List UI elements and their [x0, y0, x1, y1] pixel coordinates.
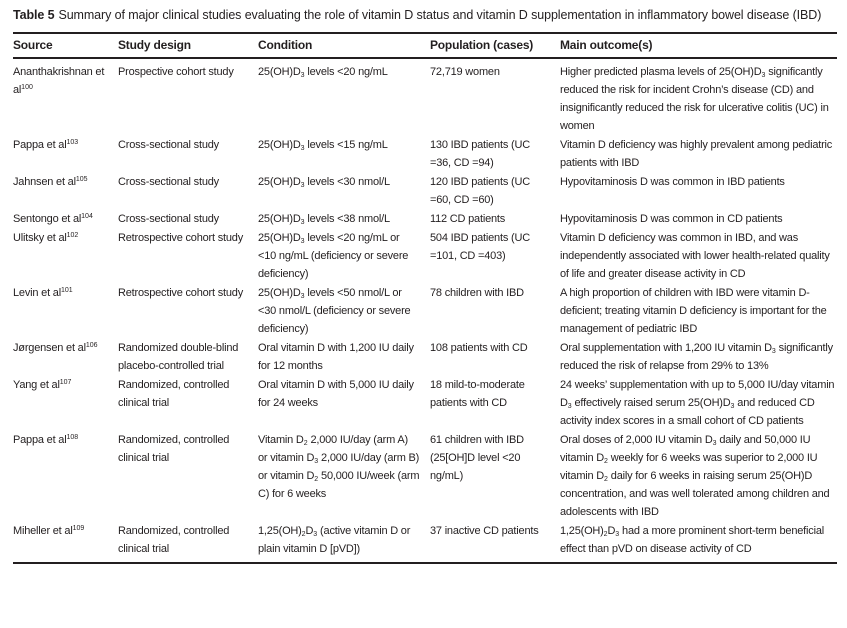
table-header	[13, 33, 837, 58]
chemical-subscript: 3	[712, 440, 717, 447]
cell-population: 72,719 women	[430, 66, 500, 78]
cell-outcome: Oral doses of 2,000 IU vitamin $D_3$ daily and 50,000 IU vitamin $D_2$ weekly for 6 weeks was superior to 2,000 IU vitamin $D_2$ daily for 6 weeks in raising serum 25(OH)D concentration, and was well tolerated among children and adolescents with IBD	[560, 434, 830, 518]
table-row	[13, 136, 837, 173]
chemical-subscript: 2	[603, 531, 608, 538]
cell-condition: $25(OH)D_3$ levels <15 ng/mL	[258, 139, 388, 152]
chemical-subscript: 3	[300, 293, 305, 300]
cell-condition: Oral vitamin D with 5,000 IU daily for 24 weeks	[258, 379, 414, 409]
reference-superscript: 105	[75, 176, 88, 183]
cell-source: Ananthakrishnan et $al^{100}$	[13, 66, 105, 96]
cell-outcome: Higher predicted plasma levels of $25(OH)D_3$ significantly reduced the risk for incident Crohn’s disease (CD) and insignificantly reduced the risk for ulcerative colitis (UC) in women	[560, 66, 829, 132]
cell-source: Yang et $al^{107}$	[13, 379, 72, 391]
reference-superscript: 100	[21, 84, 33, 91]
cell-population: 61 children with IBD (25[OH]D level <20 ng/mL)	[430, 434, 524, 482]
column-header-population: Population (cases)	[430, 33, 560, 58]
cell-design: Cross-sectional study	[118, 139, 219, 151]
cell-condition: Oral vitamin D with 1,200 IU daily for 12 months	[258, 342, 414, 372]
table-row	[13, 173, 837, 210]
cell-outcome: Hypovitaminosis D was common in IBD patients	[560, 176, 785, 188]
cell-source: Ulitsky et $al^{102}$	[13, 232, 79, 244]
chemical-subscript: 3	[300, 145, 305, 152]
chemical-subscript: 3	[761, 72, 766, 79]
chemical-subscript: 3	[300, 219, 305, 226]
cell-population: 504 IBD patients (UC =101, CD =403)	[430, 232, 530, 262]
cell-design: Randomized double-blind placebo-controlled trial	[118, 342, 239, 372]
reference-superscript: 102	[66, 232, 79, 239]
cell-design: Cross-sectional study	[118, 213, 219, 225]
cell-outcome: Oral supplementation with 1,200 IU vitamin $D_3$ significantly reduced the risk of relapse from 29% to 13%	[560, 342, 833, 372]
cell-condition: $25(OH)D_3$ levels <20 ng/mL	[258, 66, 388, 79]
cell-outcome: $1,25(OH)_2D_3$ had a more prominent short-term beneficial effect than pVD on disease activity of CD	[560, 522, 837, 563]
table-row	[13, 229, 837, 284]
reference-superscript: 109	[72, 525, 85, 532]
table-row	[13, 210, 837, 229]
chemical-subscript: 2	[314, 476, 319, 483]
table-row	[13, 376, 837, 431]
cell-condition: $25(OH)D_3$ levels <50 nmol/L or <30 nmol/L (deficiency or severe deficiency)	[258, 287, 411, 335]
cell-design: Retrospective cohort study	[118, 287, 244, 299]
header-row	[13, 33, 837, 58]
cell-source: Miheller et $al^{109}$	[13, 522, 118, 563]
table-body	[13, 58, 837, 563]
chemical-subscript: 3	[771, 348, 776, 355]
cell-population: 112 CD patients	[430, 213, 506, 225]
clinical-studies-table	[13, 32, 837, 564]
chemical-subscript: 3	[615, 531, 620, 538]
cell-population: 78 children with IBD	[430, 287, 524, 299]
cell-outcome: A high proportion of children with IBD were vitamin D-deficient; treating vitamin D deficiency is important for the management of pediatric IBD	[560, 287, 827, 335]
cell-population: 120 IBD patients (UC =60, CD =60)	[430, 176, 530, 206]
table-caption	[13, 7, 837, 24]
table-row	[13, 431, 837, 522]
chemical-subscript: 2	[303, 440, 308, 447]
reference-superscript: 108	[66, 434, 79, 441]
chemical-subscript: 3	[730, 403, 735, 410]
cell-source: Pappa et $al^{103}$	[13, 139, 79, 151]
column-header-outcome: Main outcome(s)	[560, 33, 837, 58]
cell-source: Pappa et $al^{108}$	[13, 434, 79, 446]
chemical-subscript: 3	[300, 238, 305, 245]
cell-design: Cross-sectional study	[118, 176, 219, 188]
chemical-subscript: 2	[301, 531, 306, 538]
table-number: Table 5	[13, 8, 55, 22]
cell-design: Prospective cohort study	[118, 66, 234, 78]
cell-condition: $1,25(OH)_2D_3$ (active vitamin D or plain vitamin D [pVD])	[258, 522, 430, 563]
chemical-subscript: 3	[313, 531, 318, 538]
cell-source: Sentongo et $al^{104}$	[13, 213, 93, 225]
chemical-subscript: 3	[567, 403, 572, 410]
cell-outcome: 24 weeks’ supplementation with up to 5,000 IU/day vitamin $D_3$ effectively raised serum $25(OH)D_3$ and reduced CD activity index scores in a small cohort of CD patients	[560, 379, 835, 427]
cell-condition: $25(OH)D_3$ levels <38 nmol/L	[258, 213, 390, 226]
reference-superscript: 106	[85, 342, 98, 349]
table-row	[13, 58, 837, 136]
table-caption-text: Summary of major clinical studies evaluating the role of vitamin D status and vitamin D supplementation in inflammatory bowel disease (IBD)	[58, 8, 822, 22]
chemical-subscript: 3	[300, 182, 305, 189]
cell-outcome: Hypovitaminosis D was common in CD patients	[560, 213, 783, 225]
reference-superscript: 103	[66, 139, 79, 146]
table-row	[13, 522, 837, 563]
cell-design: Randomized, controlled clinical trial	[118, 379, 230, 409]
cell-outcome: Vitamin D deficiency was common in IBD, and was independently associated with lower health-related quality of life and greater disease activity in CD	[560, 232, 830, 280]
reference-superscript: 101	[60, 287, 73, 294]
cell-design: Randomized, controlled clinical trial	[118, 522, 258, 563]
chemical-subscript: 3	[300, 72, 305, 79]
chemical-subscript: 2	[604, 476, 608, 483]
cell-population: 18 mild-to-moderate patients with CD	[430, 379, 525, 409]
cell-condition: $25(OH)D_3$ levels <30 nmol/L	[258, 176, 390, 189]
column-header-design: Study design	[118, 33, 258, 58]
table-row	[13, 339, 837, 376]
cell-condition: $25(OH)D_3$ levels <20 ng/mL or <10 ng/mL (deficiency or severe deficiency)	[258, 232, 409, 280]
reference-superscript: 104	[81, 213, 93, 220]
cell-design: Randomized, controlled clinical trial	[118, 434, 230, 464]
cell-population: 108 patients with CD	[430, 342, 528, 354]
table-row	[13, 284, 837, 339]
cell-population: 130 IBD patients (UC =36, CD =94)	[430, 139, 530, 169]
cell-condition: Vitamin $D_2$ 2,000 IU/day (arm A) or vitamin $D_3$ 2,000 IU/day (arm B) or vitamin $D_2$ 50,000 IU/week (arm C) for 6 weeks	[258, 434, 420, 500]
cell-population: 37 inactive CD patients	[430, 522, 560, 563]
cell-source: Levin et $al^{101}$	[13, 287, 73, 299]
cell-design: Retrospective cohort study	[118, 232, 244, 244]
cell-source: Jahnsen et $al^{105}$	[13, 176, 88, 188]
chemical-subscript: 3	[314, 458, 319, 465]
chemical-subscript: 2	[604, 458, 608, 465]
cell-source: Jørgensen et $al^{106}$	[13, 342, 98, 354]
column-header-condition: Condition	[258, 33, 430, 58]
column-header-source: Source	[13, 33, 118, 58]
reference-superscript: 107	[59, 379, 72, 386]
cell-outcome: Vitamin D deficiency was highly prevalent among pediatric patients with IBD	[560, 139, 833, 169]
